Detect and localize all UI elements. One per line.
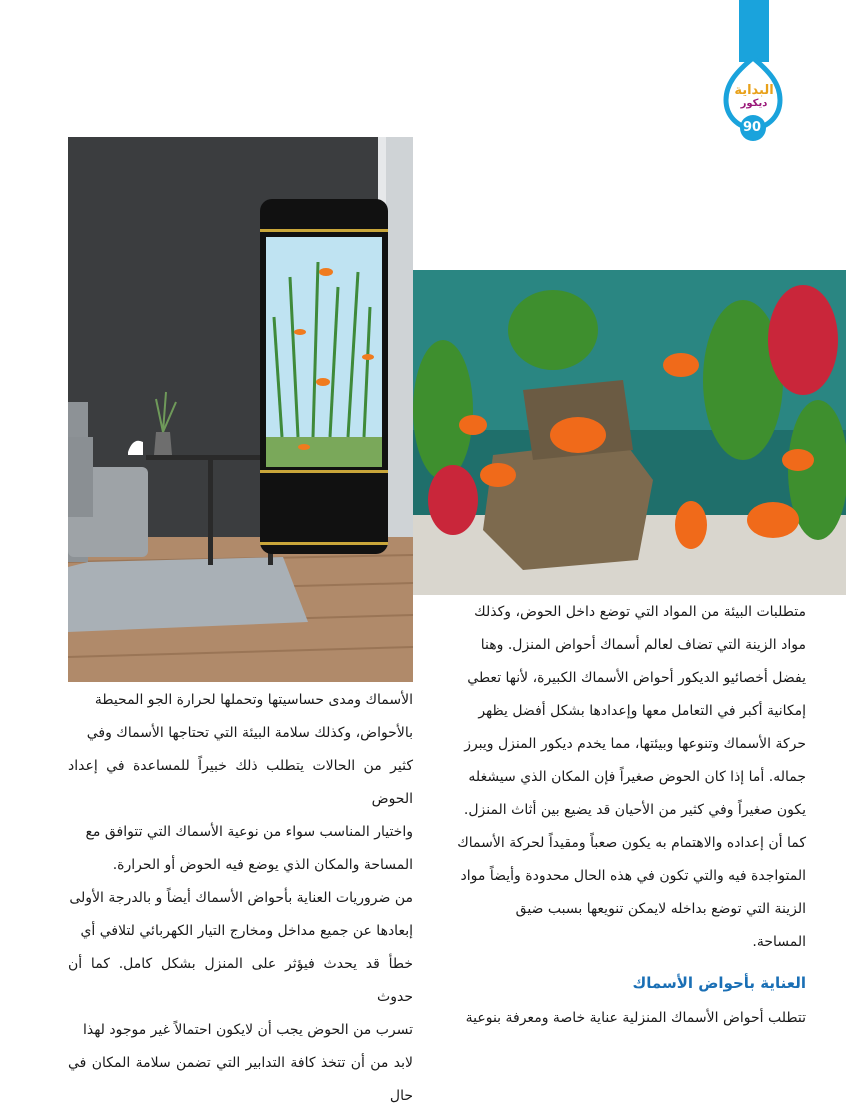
article-line: المساحة والمكان الذي يوضع فيه الحوض أو الحرارة. xyxy=(112,857,413,873)
article-line: واختيار المناسب سواء من نوعية الأسماك التي تتوافق مع xyxy=(85,824,413,840)
article-line: تسرب من الحوض يجب أن لايكون احتمالاً غير موجود لهذا xyxy=(82,1022,413,1038)
article-line: يفضل أخصائيو الديكور أحواض الأسماك الكبيرة، لأنها تعطي xyxy=(467,670,806,686)
article-line: لابد من أن تتخذ كافة التدابير التي تضمن سلامة المكان في حال xyxy=(68,1055,413,1104)
page-number: 90 xyxy=(742,120,762,135)
article-right-column-bottom xyxy=(434,1002,806,1035)
article-left-column xyxy=(68,684,413,1113)
article-line: خطأ قد يحدث فيؤثر على المنزل بشكل كامل. كما أن حدوث xyxy=(68,956,413,1005)
article-line: مواد الزينة التي تضاف لعالم أسماك أحواض المنزل. وهنا xyxy=(480,637,806,653)
article-line: إبعادها عن جميع مداخل ومخارج التيار الكهربائي لتلافي أي xyxy=(80,923,413,939)
article-line: المتواجدة فيه والتي تكون في هذه الحال محدودة وأيضاً مواد xyxy=(460,868,806,884)
article-line: من ضروريات العناية بأحواض الأسماك أيضاً و بالدرجة الأولى xyxy=(69,890,413,906)
page-tab-strip xyxy=(739,0,769,62)
article-line: الأسماك ومدى حساسيتها وتحملها لحرارة الجو المحيطة xyxy=(94,692,413,708)
section-label: ديكور xyxy=(740,98,768,109)
section-heading: العناية بأحواض الأسماك xyxy=(632,974,806,992)
goldfish-aquarium-photo xyxy=(413,270,846,595)
article-line: المساحة. xyxy=(752,934,806,950)
article-line: تتطلب أحواض الأسماك المنزلية عناية خاصة ومعرفة بنوعية xyxy=(465,1010,806,1026)
article-line: بالأحواض، وكذلك سلامة البيئة التي تحتاجها الأسماك وفي xyxy=(86,725,413,741)
article-line: يكون صغيراً وفي كثير من الأحيان قد يضيع بين أثاث المنزل. xyxy=(463,802,806,818)
article-line: متطلبات البيئة من المواد التي توضع داخل الحوض، وكذلك xyxy=(474,604,806,620)
article-line: إمكانية أكبر في التعامل معها وإعدادها بشكل أفضل يظهر xyxy=(478,703,806,719)
article-line: جماله. أما إذا كان الحوض صغيراً فإن المكان الذي سيشغله xyxy=(468,769,806,785)
aquarium-room-photo xyxy=(68,137,413,682)
article-line: كما أن إعداده والاهتمام به يكون صعباً ومقيداً لحركة الأسماك xyxy=(457,835,806,851)
magazine-brand: البداية xyxy=(734,83,774,98)
article-line: الزينة التي توضع بداخله لايمكن تنويعها بسبب ضيق xyxy=(515,901,806,917)
article-line: حركة الأسماك وتنوعها وبيئتها، مما يخدم ديكور المنزل ويبرز xyxy=(464,736,806,752)
article-right-column xyxy=(434,596,806,959)
article-line: كثير من الحالات يتطلب ذلك خبيراً للمساعدة في إعداد الحوض xyxy=(68,758,413,807)
